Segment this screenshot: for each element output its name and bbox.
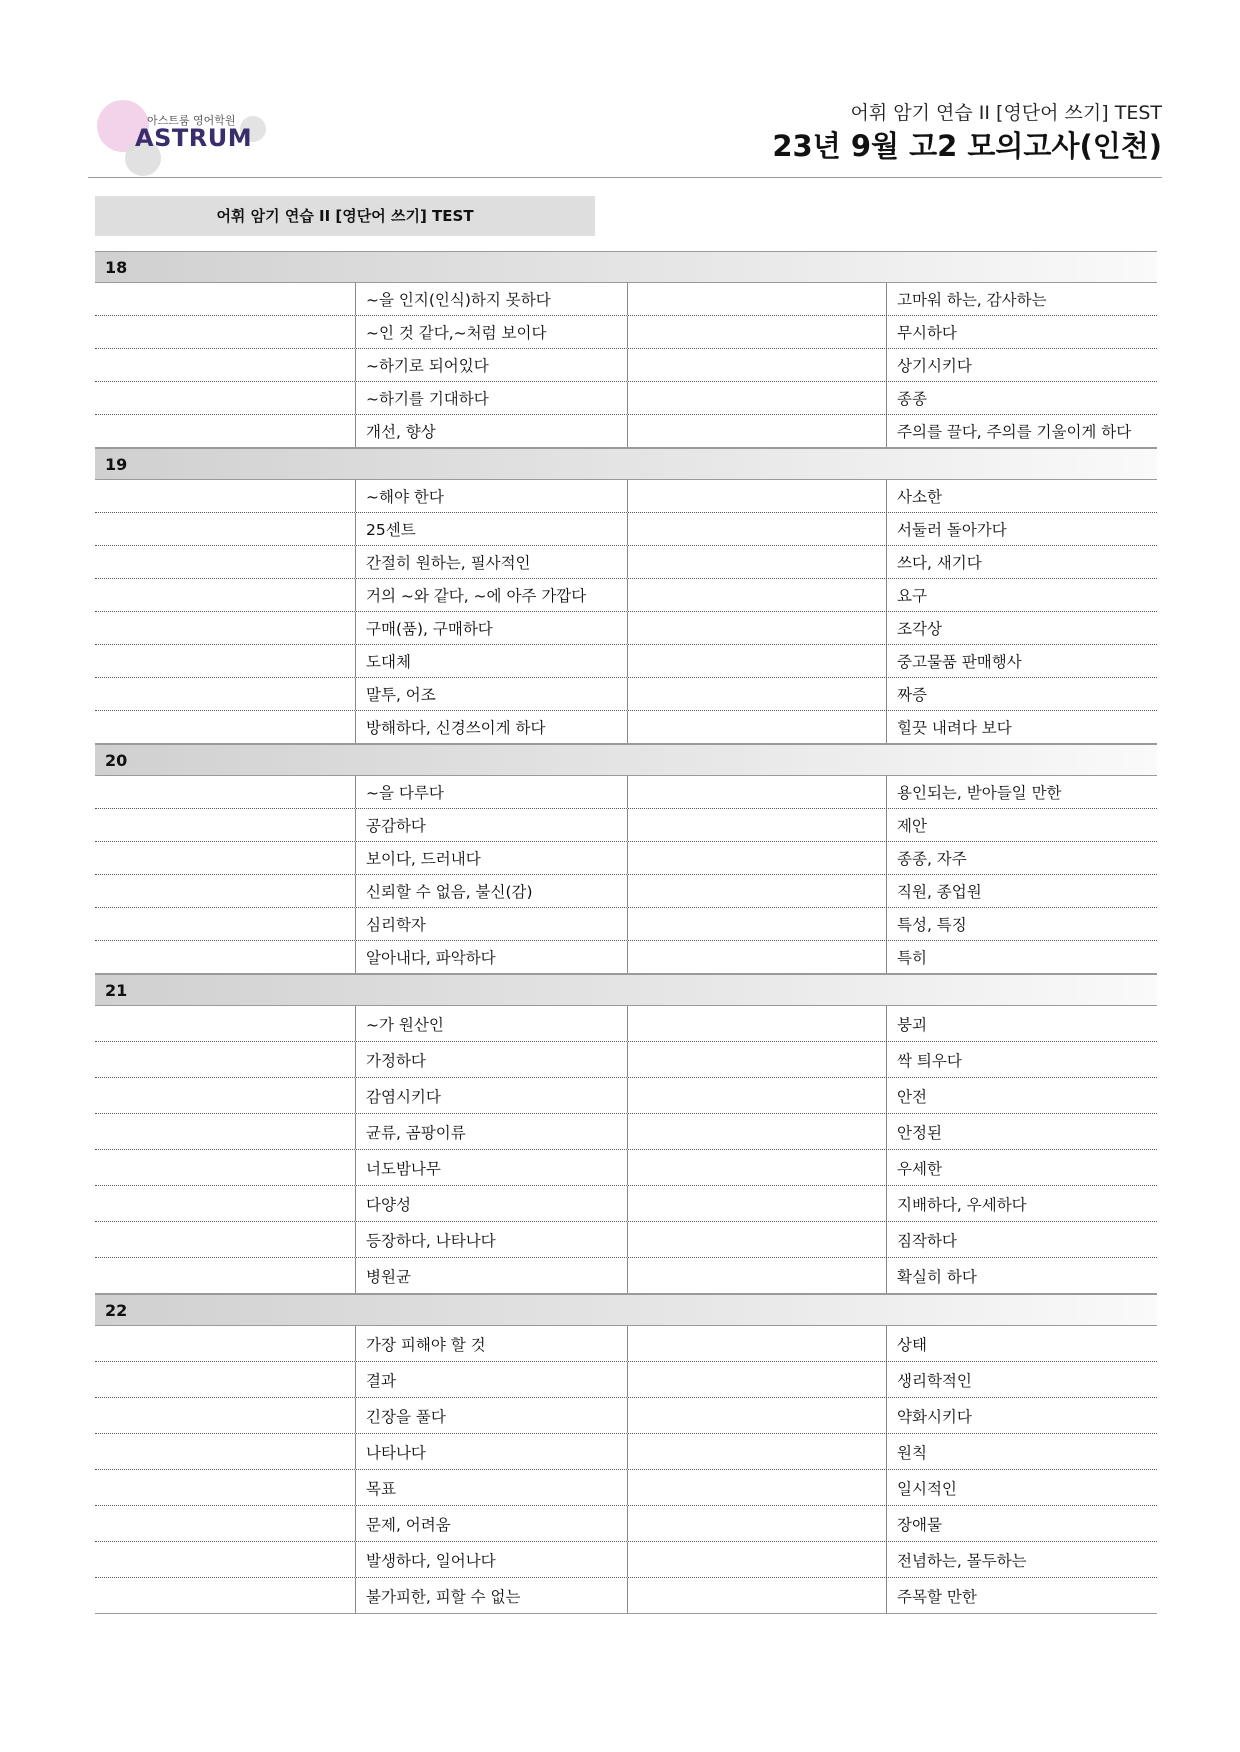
answer-blank-1[interactable] — [95, 1114, 355, 1149]
vocab-row — [95, 316, 1157, 349]
answer-blank-1[interactable] — [95, 1398, 355, 1433]
korean-meaning-2: 제안 — [886, 809, 1157, 841]
vocab-row — [95, 1470, 1157, 1506]
answer-blank-2[interactable] — [627, 1258, 886, 1293]
answer-blank-2[interactable] — [627, 1578, 886, 1613]
logo-korean-name: 아스트룸 영어학원 — [147, 114, 236, 127]
korean-meaning-2: 종종 — [886, 382, 1157, 414]
vocab-row — [95, 1186, 1157, 1222]
vocab-row — [95, 1326, 1157, 1362]
vocab-row — [95, 612, 1157, 645]
answer-blank-1[interactable] — [95, 908, 355, 940]
korean-meaning-2: 쓰다, 새기다 — [886, 546, 1157, 578]
group-number-header: 20 — [95, 744, 1157, 776]
korean-meaning-2: 장애물 — [886, 1506, 1157, 1541]
korean-meaning-2: 생리학적인 — [886, 1362, 1157, 1397]
answer-blank-1[interactable] — [95, 1542, 355, 1577]
answer-blank-1[interactable] — [95, 1506, 355, 1541]
vocab-row — [95, 711, 1157, 744]
korean-meaning-1: 말투, 어조 — [355, 678, 627, 710]
korean-meaning-1: 도대체 — [355, 645, 627, 677]
answer-blank-2[interactable] — [627, 1078, 886, 1113]
vocab-row — [95, 579, 1157, 612]
vocab-row — [95, 1542, 1157, 1578]
korean-meaning-2: 서둘러 돌아가다 — [886, 513, 1157, 545]
answer-blank-1[interactable] — [95, 941, 355, 973]
korean-meaning-1: 가정하다 — [355, 1042, 627, 1077]
vocab-row — [95, 1006, 1157, 1042]
korean-meaning-1: ~가 원산인 — [355, 1006, 627, 1041]
korean-meaning-1: ~해야 한다 — [355, 480, 627, 512]
korean-meaning-2: 짜증 — [886, 678, 1157, 710]
vocab-row — [95, 283, 1157, 316]
answer-blank-1[interactable] — [95, 316, 355, 348]
answer-blank-2[interactable] — [627, 1398, 886, 1433]
korean-meaning-1: 균류, 곰팡이류 — [355, 1114, 627, 1149]
vocab-row — [95, 349, 1157, 382]
korean-meaning-1: 나타나다 — [355, 1434, 627, 1469]
answer-blank-2[interactable] — [627, 875, 886, 907]
answer-blank-1[interactable] — [95, 875, 355, 907]
korean-meaning-1: 신뢰할 수 없음, 불신(감) — [355, 875, 627, 907]
korean-meaning-2: 확실히 하다 — [886, 1258, 1157, 1293]
korean-meaning-2: 특히 — [886, 941, 1157, 973]
answer-blank-2[interactable] — [627, 1186, 886, 1221]
document-header — [772, 100, 1162, 166]
korean-meaning-1: 보이다, 드러내다 — [355, 842, 627, 874]
vocab-row — [95, 842, 1157, 875]
korean-meaning-1: 목표 — [355, 1470, 627, 1505]
vocab-row — [95, 1362, 1157, 1398]
korean-meaning-1: ~을 다루다 — [355, 776, 627, 808]
korean-meaning-1: 거의 ~와 같다, ~에 아주 가깝다 — [355, 579, 627, 611]
vocab-row — [95, 1434, 1157, 1470]
korean-meaning-2: 고마워 하는, 감사하는 — [886, 283, 1157, 315]
answer-blank-1[interactable] — [95, 349, 355, 381]
korean-meaning-2: 상기시키다 — [886, 349, 1157, 381]
korean-meaning-2: 일시적인 — [886, 1470, 1157, 1505]
vocab-row — [95, 941, 1157, 974]
answer-blank-1[interactable] — [95, 513, 355, 545]
answer-blank-1[interactable] — [95, 382, 355, 414]
logo-wordmark: ASTRUM — [135, 124, 253, 152]
korean-meaning-2: 안정된 — [886, 1114, 1157, 1149]
vocab-row — [95, 1506, 1157, 1542]
vocab-row — [95, 546, 1157, 579]
answer-blank-2[interactable] — [627, 842, 886, 874]
answer-blank-2[interactable] — [627, 1222, 886, 1257]
korean-meaning-1: 긴장을 풀다 — [355, 1398, 627, 1433]
answer-blank-2[interactable] — [627, 316, 886, 348]
answer-blank-1[interactable] — [95, 1006, 355, 1041]
group-number-header: 18 — [95, 251, 1157, 283]
answer-blank-1[interactable] — [95, 546, 355, 578]
answer-blank-2[interactable] — [627, 908, 886, 940]
answer-blank-1[interactable] — [95, 1150, 355, 1185]
korean-meaning-2: 전념하는, 몰두하는 — [886, 1542, 1157, 1577]
vocab-row — [95, 480, 1157, 513]
korean-meaning-1: 등장하다, 나타나다 — [355, 1222, 627, 1257]
answer-blank-1[interactable] — [95, 1258, 355, 1293]
korean-meaning-1: 발생하다, 일어나다 — [355, 1542, 627, 1577]
korean-meaning-1: 너도밤나무 — [355, 1150, 627, 1185]
korean-meaning-1: 구매(품), 구매하다 — [355, 612, 627, 644]
korean-meaning-2: 특성, 특징 — [886, 908, 1157, 940]
vocab-row — [95, 1222, 1157, 1258]
korean-meaning-2: 중고물품 판매행사 — [886, 645, 1157, 677]
answer-blank-1[interactable] — [95, 645, 355, 677]
answer-blank-2[interactable] — [627, 1042, 886, 1077]
korean-meaning-2: 조각상 — [886, 612, 1157, 644]
korean-meaning-1: 감염시키다 — [355, 1078, 627, 1113]
answer-blank-1[interactable] — [95, 1470, 355, 1505]
korean-meaning-2: 안전 — [886, 1078, 1157, 1113]
answer-blank-1[interactable] — [95, 842, 355, 874]
answer-blank-1[interactable] — [95, 711, 355, 743]
korean-meaning-1: 방해하다, 신경쓰이게 하다 — [355, 711, 627, 743]
answer-blank-1[interactable] — [95, 1078, 355, 1113]
answer-blank-2[interactable] — [627, 349, 886, 381]
answer-blank-1[interactable] — [95, 1434, 355, 1469]
korean-meaning-1: ~을 인지(인식)하지 못하다 — [355, 283, 627, 315]
answer-blank-2[interactable] — [627, 546, 886, 578]
answer-blank-2[interactable] — [627, 776, 886, 808]
vocab-row — [95, 1578, 1157, 1614]
korean-meaning-1: 알아내다, 파악하다 — [355, 941, 627, 973]
answer-blank-2[interactable] — [627, 1506, 886, 1541]
korean-meaning-2: 직원, 종업원 — [886, 875, 1157, 907]
answer-blank-2[interactable] — [627, 1006, 886, 1041]
answer-blank-1[interactable] — [95, 1326, 355, 1361]
document-subtitle: 어휘 암기 연습 II [영단어 쓰기] TEST — [850, 102, 1162, 124]
korean-meaning-1: 가장 피해야 할 것 — [355, 1326, 627, 1361]
korean-meaning-1: 25센트 — [355, 513, 627, 545]
vocab-row — [95, 415, 1157, 448]
section-banner: 어휘 암기 연습 II [영단어 쓰기] TEST — [95, 196, 595, 236]
answer-blank-2[interactable] — [627, 678, 886, 710]
korean-meaning-2: 싹 틔우다 — [886, 1042, 1157, 1077]
answer-blank-2[interactable] — [627, 1434, 886, 1469]
answer-blank-2[interactable] — [627, 382, 886, 414]
group-number-header: 21 — [95, 974, 1157, 1006]
answer-blank-2[interactable] — [627, 1362, 886, 1397]
vocab-row — [95, 875, 1157, 908]
answer-blank-1[interactable] — [95, 1186, 355, 1221]
korean-meaning-2: 지배하다, 우세하다 — [886, 1186, 1157, 1221]
vocab-row — [95, 645, 1157, 678]
answer-blank-1[interactable] — [95, 415, 355, 447]
group-number-header: 22 — [95, 1294, 1157, 1326]
answer-blank-2[interactable] — [627, 809, 886, 841]
group-number-header: 19 — [95, 448, 1157, 480]
answer-blank-1[interactable] — [95, 678, 355, 710]
korean-meaning-1: 개선, 향상 — [355, 415, 627, 447]
korean-meaning-2: 주의를 끌다, 주의를 기울이게 하다 — [886, 415, 1157, 447]
answer-blank-2[interactable] — [627, 1114, 886, 1149]
document-title: 23년 9월 고2 모의고사(인천) — [772, 129, 1162, 163]
answer-blank-2[interactable] — [627, 1150, 886, 1185]
answer-blank-1[interactable] — [95, 1222, 355, 1257]
answer-blank-2[interactable] — [627, 415, 886, 447]
answer-blank-2[interactable] — [627, 480, 886, 512]
answer-blank-2[interactable] — [627, 711, 886, 743]
vocab-row — [95, 1114, 1157, 1150]
korean-meaning-1: 심리학자 — [355, 908, 627, 940]
korean-meaning-1: ~인 것 같다,~처럼 보이다 — [355, 316, 627, 348]
answer-blank-1[interactable] — [95, 579, 355, 611]
answer-blank-2[interactable] — [627, 645, 886, 677]
korean-meaning-2: 붕괴 — [886, 1006, 1157, 1041]
vocab-row — [95, 382, 1157, 415]
korean-meaning-2: 상태 — [886, 1326, 1157, 1361]
answer-blank-1[interactable] — [95, 1578, 355, 1613]
answer-blank-1[interactable] — [95, 776, 355, 808]
korean-meaning-2: 사소한 — [886, 480, 1157, 512]
korean-meaning-1: 불가피한, 피할 수 없는 — [355, 1578, 627, 1613]
answer-blank-2[interactable] — [627, 1542, 886, 1577]
answer-blank-1[interactable] — [95, 283, 355, 315]
korean-meaning-2: 원칙 — [886, 1434, 1157, 1469]
korean-meaning-1: 공감하다 — [355, 809, 627, 841]
vocab-table — [95, 251, 1157, 1614]
korean-meaning-2: 요구 — [886, 579, 1157, 611]
answer-blank-2[interactable] — [627, 941, 886, 973]
vocab-row — [95, 1078, 1157, 1114]
answer-blank-2[interactable] — [627, 1470, 886, 1505]
vocab-row — [95, 908, 1157, 941]
korean-meaning-2: 힐끗 내려다 보다 — [886, 711, 1157, 743]
answer-blank-2[interactable] — [627, 612, 886, 644]
academy-logo — [95, 96, 275, 176]
korean-meaning-2: 주목할 만한 — [886, 1578, 1157, 1613]
korean-meaning-2: 종종, 자주 — [886, 842, 1157, 874]
answer-blank-2[interactable] — [627, 1326, 886, 1361]
vocab-row — [95, 1398, 1157, 1434]
vocab-row — [95, 1150, 1157, 1186]
answer-blank-2[interactable] — [627, 513, 886, 545]
answer-blank-1[interactable] — [95, 1362, 355, 1397]
vocab-row — [95, 1258, 1157, 1294]
header-divider — [88, 177, 1162, 178]
answer-blank-1[interactable] — [95, 809, 355, 841]
korean-meaning-1: 다양성 — [355, 1186, 627, 1221]
vocab-row — [95, 678, 1157, 711]
answer-blank-1[interactable] — [95, 612, 355, 644]
korean-meaning-1: 병원균 — [355, 1258, 627, 1293]
korean-meaning-1: 간절히 원하는, 필사적인 — [355, 546, 627, 578]
korean-meaning-2: 용인되는, 받아들일 만한 — [886, 776, 1157, 808]
korean-meaning-2: 짐작하다 — [886, 1222, 1157, 1257]
answer-blank-1[interactable] — [95, 480, 355, 512]
korean-meaning-2: 약화시키다 — [886, 1398, 1157, 1433]
korean-meaning-1: 문제, 어려움 — [355, 1506, 627, 1541]
korean-meaning-1: ~하기를 기대하다 — [355, 382, 627, 414]
vocab-row — [95, 513, 1157, 546]
vocab-row — [95, 1042, 1157, 1078]
answer-blank-1[interactable] — [95, 1042, 355, 1077]
vocab-row — [95, 776, 1157, 809]
korean-meaning-1: ~하기로 되어있다 — [355, 349, 627, 381]
korean-meaning-2: 무시하다 — [886, 316, 1157, 348]
vocab-row — [95, 809, 1157, 842]
korean-meaning-2: 우세한 — [886, 1150, 1157, 1185]
korean-meaning-1: 결과 — [355, 1362, 627, 1397]
answer-blank-2[interactable] — [627, 579, 886, 611]
answer-blank-2[interactable] — [627, 283, 886, 315]
